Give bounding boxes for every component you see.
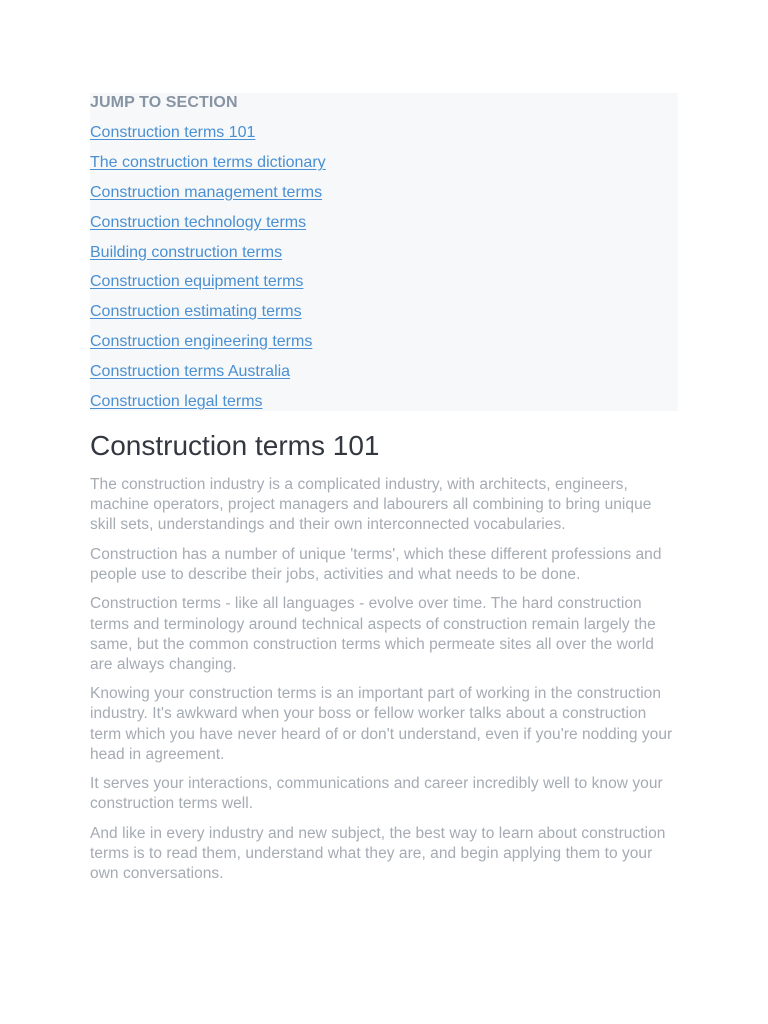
article xyxy=(90,93,678,894)
paragraph: And like in every industry and new subject, the best way to learn about construction terms is to read them, understand what they are, and begin applying them to your own conversations. xyxy=(90,824,666,883)
toc-item xyxy=(90,153,678,183)
toc-link-estimating-terms[interactable]: Construction estimating terms xyxy=(90,303,302,321)
jump-to-section-box xyxy=(90,93,678,411)
toc-item xyxy=(90,302,678,332)
toc-link-equipment-terms[interactable]: Construction equipment terms xyxy=(90,273,304,291)
paragraph: Knowing your construction terms is an important part of working in the construction industry. It's awkward when your boss or fellow worker talks about a construction term which you have never heard of or don't understand, even if you're nodding your head in agreement. xyxy=(90,685,673,763)
toc-item xyxy=(90,392,678,422)
paragraph: The construction industry is a complicated industry, with architects, engineers, machine operators, project managers and labourers all combining to bring unique skill sets, understandings and their own interconnected vocabularies. xyxy=(90,476,652,534)
toc-link-legal-terms[interactable]: Construction legal terms xyxy=(90,393,263,411)
toc-link-technology-terms[interactable]: Construction technology terms xyxy=(90,213,307,231)
jump-to-section-heading: JUMP TO SECTION xyxy=(90,94,238,111)
paragraph: It serves your interactions, communications and career incredibly well to know your construction terms well. xyxy=(90,775,663,813)
paragraph: Construction terms - like all languages - evolve over time. The hard construction terms and terminology around technical aspects of construction remain largely the same, but the common construction terms which permeate sites all over the world are always changing. xyxy=(90,595,656,673)
toc-link-construction-terms-101[interactable]: Construction terms 101 xyxy=(90,124,256,141)
section-title: Construction terms 101 xyxy=(90,430,380,461)
section-body xyxy=(90,475,678,884)
toc-item xyxy=(90,272,678,302)
toc-link-australia-terms[interactable]: Construction terms Australia xyxy=(90,363,291,381)
paragraph: Construction has a number of unique 'terms', which these different professions and people use to describe their jobs, activities and what needs to be done. xyxy=(90,545,662,583)
toc-item xyxy=(90,243,678,273)
toc-link-engineering-terms[interactable]: Construction engineering terms xyxy=(90,333,313,351)
toc-item xyxy=(90,332,678,362)
toc-item xyxy=(90,362,678,392)
toc-list xyxy=(90,123,678,422)
toc-link-building-terms[interactable]: Building construction terms xyxy=(90,243,283,261)
toc-link-terms-dictionary[interactable]: The construction terms dictionary xyxy=(90,153,326,171)
toc-item xyxy=(90,123,678,153)
toc-link-management-terms[interactable]: Construction management terms xyxy=(90,183,323,201)
toc-item xyxy=(90,213,678,243)
toc-item xyxy=(90,183,678,213)
